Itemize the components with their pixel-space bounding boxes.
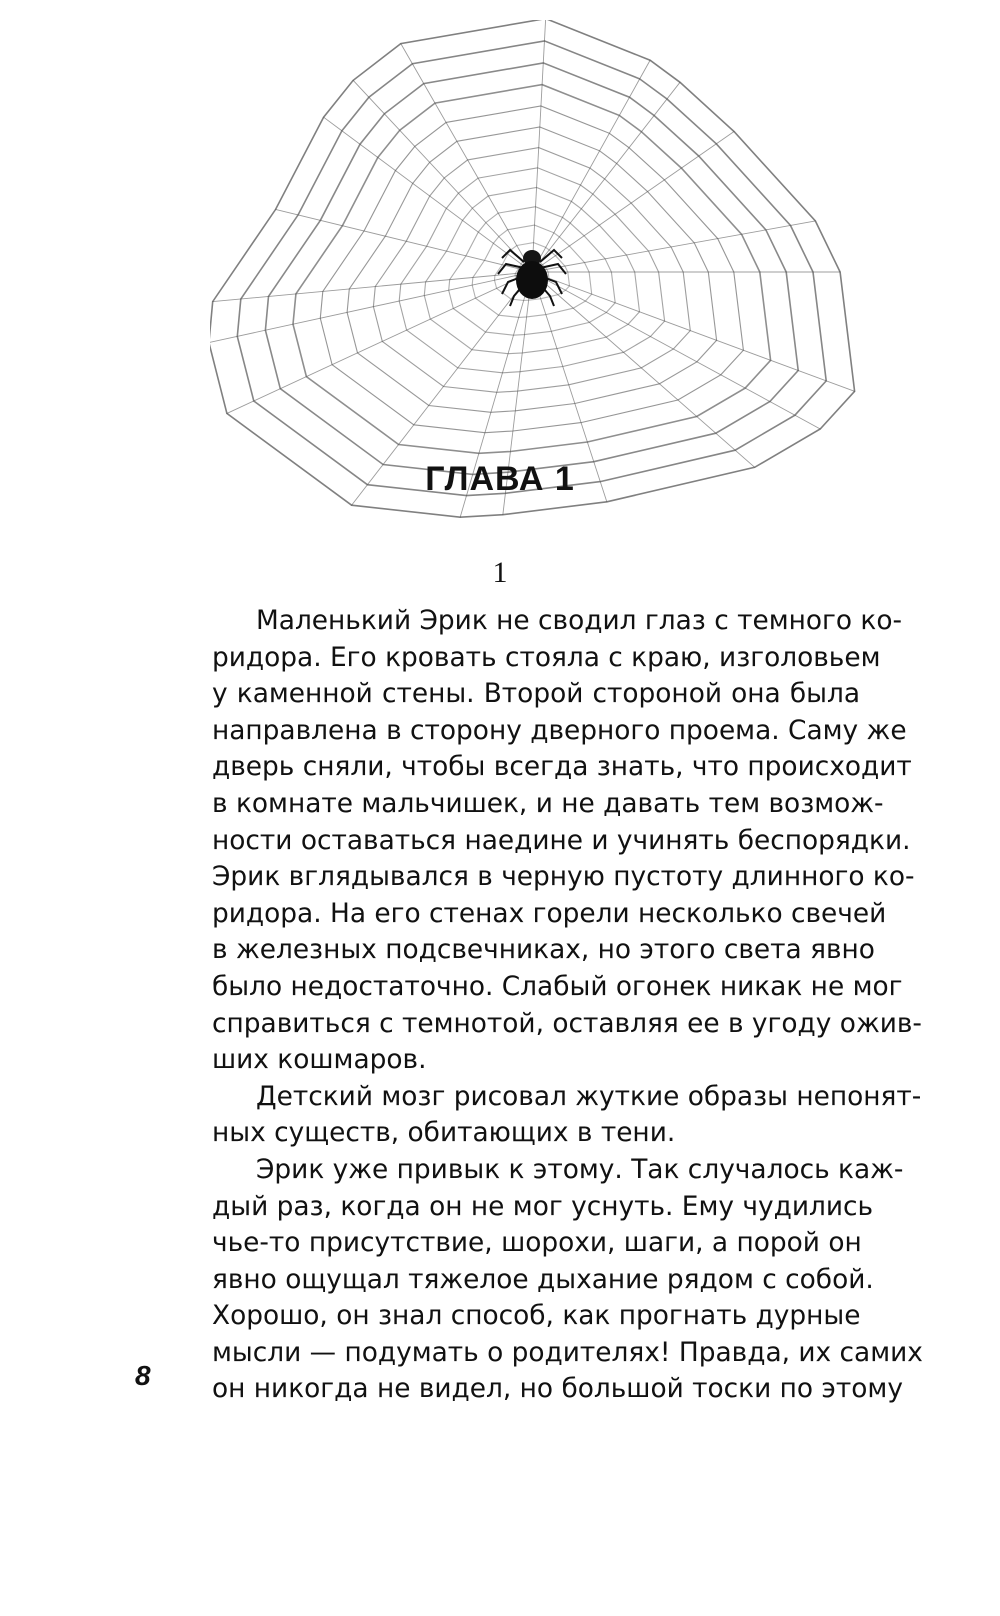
text-line: чье-то присутствие, шорохи, шаги, а порой он [212, 1227, 862, 1259]
text-line: мысли — подумать о родителях! Правда, их самих [212, 1336, 923, 1368]
text-line: в комнате мальчишек, и не давать тем возмож- [212, 787, 884, 819]
body-text [212, 603, 923, 1408]
text-line: Маленький Эрик не сводил глаз с темного ко- [256, 605, 903, 636]
chapter-title: ГЛАВА 1 [425, 460, 575, 498]
paragraph-2 [212, 1079, 922, 1152]
page-number: 8 [135, 1360, 151, 1391]
text-line: ших кошмаров. [212, 1044, 427, 1076]
section-number: 1 [492, 556, 508, 589]
paragraph-3 [212, 1152, 923, 1408]
text-line: он никогда не видел, но большой тоски по этому [212, 1373, 903, 1405]
text-line: ридора. На его стенах горели несколько свечей [212, 897, 887, 929]
text-line: дверь сняли, чтобы всегда знать, что происходит [212, 751, 912, 783]
text-line: ных существ, обитающих в тени. [212, 1117, 676, 1149]
text-line: в железных подсвечниках, но этого света явно [212, 934, 875, 966]
text-line: явно ощущал тяжелое дыхание рядом с собой. [212, 1263, 874, 1295]
text-line: ридора. Его кровать стояла с краю, изголовьем [212, 641, 881, 673]
paragraph-1 [212, 603, 922, 1079]
text-line: ности оставаться наедине и учинять беспорядки. [212, 824, 911, 856]
text-line: у каменной стены. Второй стороной она была [212, 678, 860, 710]
text-line: направлена в сторону дверного проема. Саму же [212, 714, 907, 746]
text-line: дый раз, когда он не мог уснуть. Ему чудились [212, 1190, 874, 1222]
text-line: Детский мозг рисовал жуткие образы непонят- [256, 1080, 922, 1112]
text-line: Хорошо, он знал способ, как прогнать дурные [212, 1300, 861, 1332]
text-line: Эрик уже привык к этому. Так случалось каж- [256, 1153, 904, 1185]
text-line: Эрик вглядывался в черную пустоту длинного ко- [212, 861, 915, 893]
text-line: справиться с темнотой, оставляя ее в угоду ожив- [212, 1007, 922, 1039]
text-line: было недостаточно. Слабый огонек никак не мог [212, 970, 903, 1002]
